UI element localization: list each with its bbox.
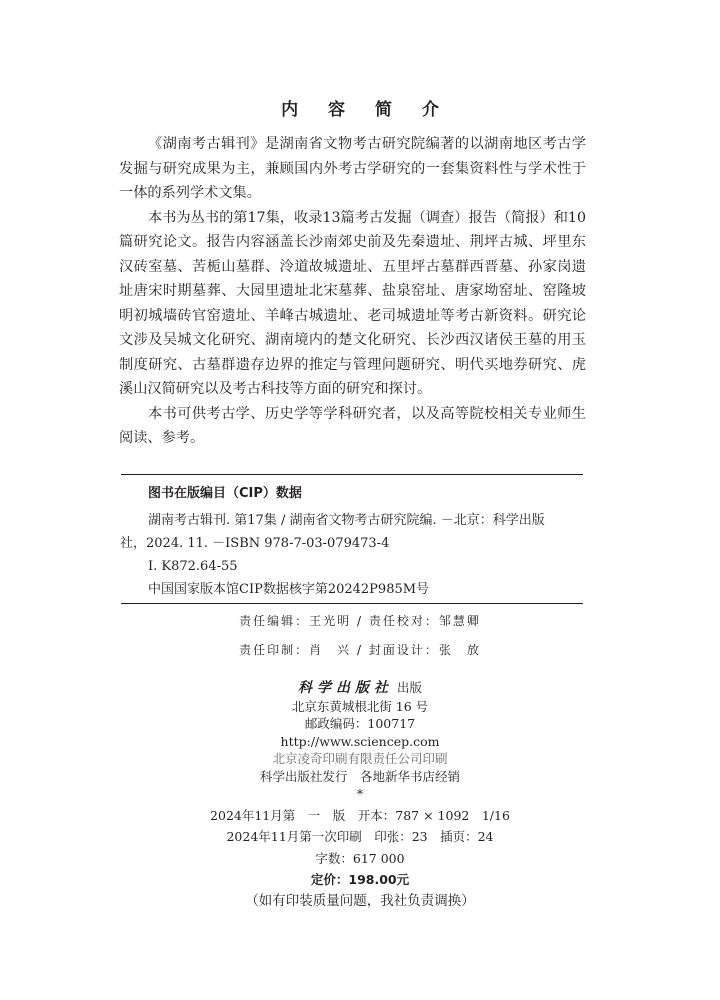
separator-star: * <box>356 786 364 801</box>
page-title: 内 容 简 介 <box>281 100 451 120</box>
cip-line-2: 社，2024. 11. －ISBN 978-7-03-079473-4 <box>120 536 390 551</box>
publisher-url: http://www.sciencep.com <box>280 733 440 749</box>
word-count: 字数：617 000 <box>315 850 405 866</box>
staff-line-2: 责任印制：肖 兴 / 封面设计：张 放 <box>239 643 481 657</box>
publisher-postcode: 邮政编码：100717 <box>304 716 416 731</box>
publisher-suffix: 出版 <box>396 680 422 695</box>
publisher-name-line <box>0 679 720 698</box>
staff-line-1: 责任编辑：王光明 / 责任校对：邹慧卿 <box>239 614 481 628</box>
cip-heading: 图书在版编目（CIP）数据 <box>148 486 302 501</box>
distribution: 科学出版社发行 各地新华书店经销 <box>259 768 460 784</box>
introduction-section <box>119 132 586 451</box>
publisher-section <box>0 679 720 910</box>
printing-info: 2024年11月第一次印刷 印张：23 插页：24 <box>226 829 494 844</box>
edition-info: 2024年11月第 一 版 开本：787 × 1092 1/16 <box>210 807 510 823</box>
cip-top-divider <box>121 474 583 475</box>
intro-paragraph-2: 本书为丛书的第17集，收录13篇考古发掘（调查）报告（简报）和10篇研究论文。报告内容涵盖长沙南郊史前及先秦遗址、荆坪古城、坪里东汉砖室墓、苦栀山墓群、泠道故城遗址、五里坪古墓群西晋墓、孙家岗遗址唐宋时期墓葬、大园里遗址北宋墓葬、盐泉窑址、唐家坳窑址、窑隆坡明初城墙砖官窑遗址、羊峰古城遗址、老司城遗址等考古新资料。研究论文涉及吴城文化研究、湖南境内的楚文化研究、长沙西汉诸侯王墓的用玉制度研究、古墓群遗存边界的推定与管理问题研究、明代买地券研究、虎溪山汉简研究以及考古科技等方面的研究和探讨。 <box>119 209 586 397</box>
intro-paragraph-3: 本书可供考古学、历史学等学科研究者，以及高等院校相关专业师生阅读、参考。 <box>119 405 586 446</box>
printer: 北京凌奇印刷有限责任公司印刷 <box>272 751 448 766</box>
cip-line-3: Ⅰ. K872.64-55 <box>148 559 238 574</box>
intro-paragraph-1: 《湖南考古辑刊》是湖南省文物考古研究院编著的以湖南地区考古学发掘与研究成果为主，兼顾国内外考古学研究的一套集资料性与学术性于一体的系列学术文集。 <box>119 136 586 201</box>
price: 定价：198.00元 <box>310 872 410 887</box>
cip-line-4: 中国国家版本馆CIP数据核字第20242P985M号 <box>148 582 430 597</box>
cip-section <box>120 484 585 601</box>
quality-note: （如有印装质量问题，我社负责调换） <box>245 892 475 909</box>
publisher-address: 北京东黄城根北街 16 号 <box>291 698 429 714</box>
cip-line-1: 湖南考古辑刊. 第17集 / 湖南省文物考古研究院编. －北京：科学出版 <box>148 513 545 528</box>
publisher-logo-text: 科学出版社 <box>298 680 393 696</box>
cip-bottom-divider <box>121 603 583 604</box>
